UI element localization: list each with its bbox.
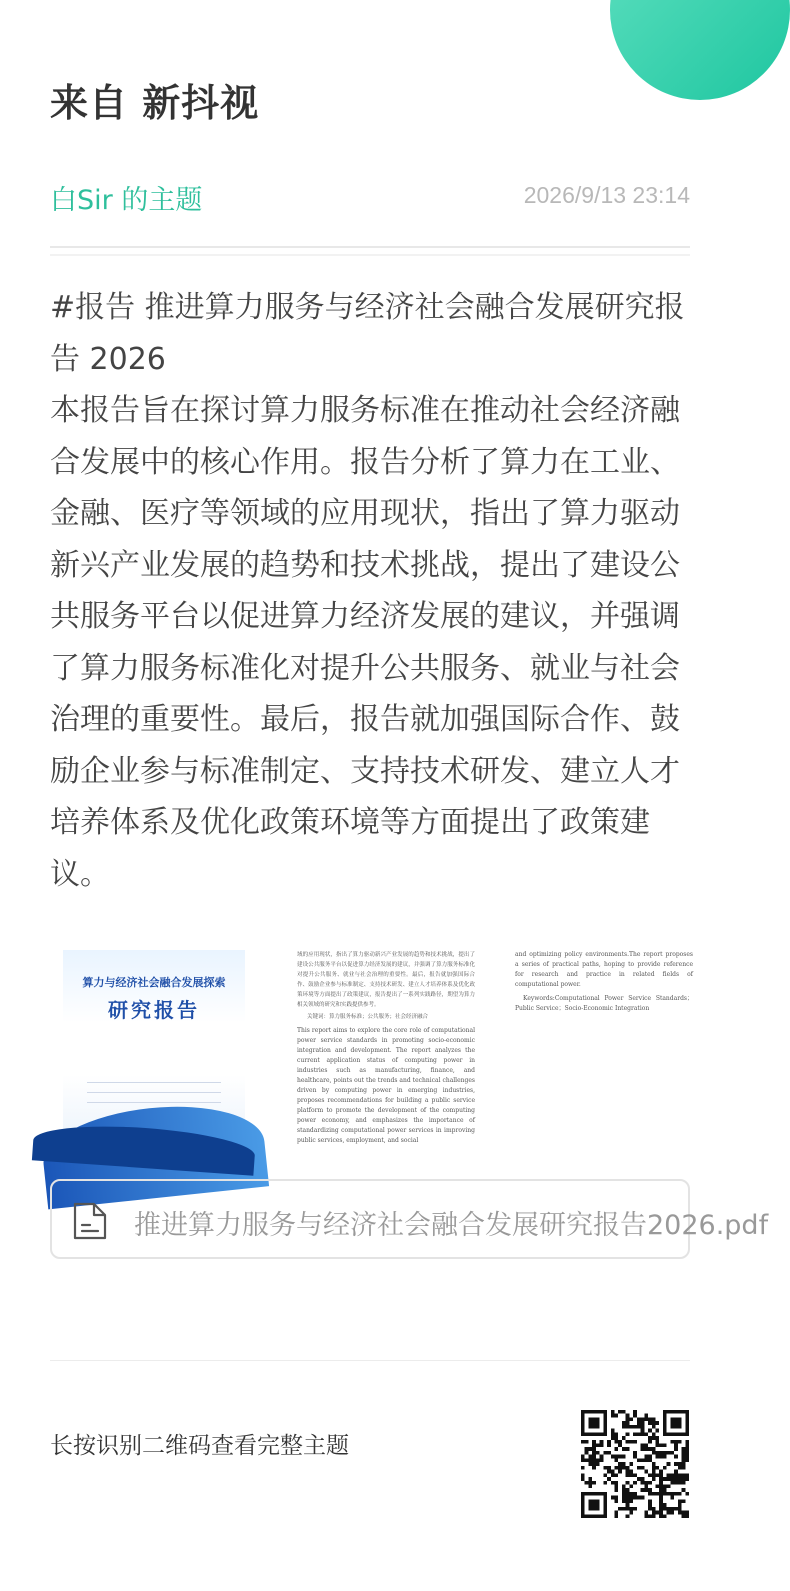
qr-code-icon[interactable] <box>581 1410 689 1518</box>
document-icon <box>72 1201 108 1241</box>
thumbnail-cover[interactable] <box>63 950 245 1158</box>
page-title: 来自 新抖视 <box>50 81 260 125</box>
attachment-file-name: 推进算力服务与经济社会融合发展研究报告2026.pdf <box>134 1210 769 1241</box>
decorative-corner-circle <box>610 0 790 100</box>
post-title: #报告 推进算力服务与经济社会融合发展研究报告 2026 <box>50 290 685 377</box>
cover-subtitle: 算力与经济社会融合发展探索 <box>82 976 226 989</box>
post-content <box>50 282 695 900</box>
thumbnail-keywords: 关键词：算力服务标准；公共服务；社会经济融合 <box>307 1014 429 1020</box>
thumbnail-en-text: This report aims to explore the core role of computational power service standards in promoting socio-economic integration and development. The report analyzes the current application status of computing power in industries such as manufacturing, finance, and healthcare, points out the trends and technical challenges driven by computing power in emerging industries, proposes recommendations for building a public service platform to promote the development of the computing power economy, and emphasizes the importance of standardizing computational power services in improving public services, employment, and social <box>297 1027 475 1144</box>
attachment-card[interactable] <box>50 1179 769 1259</box>
post-timestamp: 2026/9/13 23:14 <box>523 182 690 208</box>
divider <box>50 1360 690 1361</box>
post-meta <box>50 178 690 214</box>
post-body: 本报告旨在探讨算力服务标准在推动社会经济融合发展中的核心作用。报告分析了算力在工业、金融、医疗等领域的应用现状，指出了算力驱动新兴产业发展的趋势和技术挑战，提出了建设公共服务平台以促进算力经济发展的建议，并强调了算力服务标准化对提升公共服务、就业与社会治理的重要性。最后，报告就加强国际合作、鼓励企业参与标准制定、支持技术研发、建立人才培养体系及优化政策环境等方面提出了政策建议。 <box>50 393 680 892</box>
thumbnail-cn-text: 域的应用现状，指出了算力驱动新兴产业发展的趋势和技术挑战，提出了建设公共服务平台以促进算力经济发展的建议，并强调了算力服务标准化对提升公共服务、就业与社会治理的重要性。最后，报告就加强国际合作、鼓励企业参与标准制定、支持技术研发、建立人才培养体系及优化政策环境等方面提出了政策建议，报告提出了一系列实践路径，期望为算力相关领域的研究和实践提供参考。 <box>297 952 475 1008</box>
thumbnail-en-text: and optimizing policy environments.The report proposes a series of practical paths, hoping to provide reference for research and practice in related fields of computational power. <box>515 951 693 988</box>
qr-instruction: 长按识别二维码查看完整主题 <box>50 1433 349 1459</box>
divider <box>50 246 690 256</box>
author-link[interactable]: 白Sir 的主题 <box>50 185 203 216</box>
thumbnail-page-3[interactable] <box>513 950 695 1158</box>
thumbnail-keywords: Keywords:Computational Power Service Standards；Public Service；Socio-Economic Integration <box>515 995 693 1012</box>
cover-info-lines <box>87 1082 221 1112</box>
thumbnail-page-2[interactable] <box>295 950 477 1158</box>
cover-title: 研究报告 <box>108 998 200 1022</box>
image-gallery <box>63 950 693 1158</box>
